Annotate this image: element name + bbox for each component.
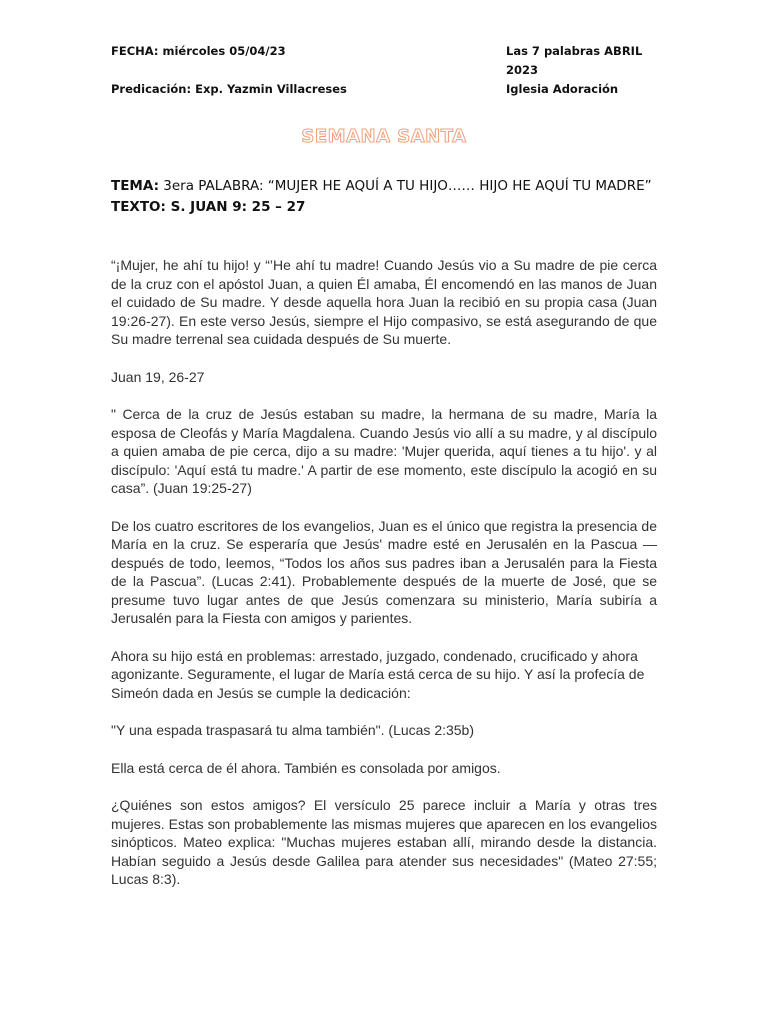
- theme-block: [111, 176, 668, 218]
- preacher-line: Predicación: Exp. Yazmin Villacreses: [111, 82, 347, 96]
- date-line: FECHA: miércoles 05/04/23: [111, 44, 286, 58]
- paragraph: Ella está cerca de él ahora. También es consolada por amigos.: [111, 759, 501, 776]
- paragraph: "Y una espada traspasará tu alma también". (Lucas 2:35b): [111, 722, 475, 738]
- paragraph: Juan 19, 26-27: [111, 368, 205, 385]
- paragraph: “¡Mujer, he ahí tu hijo! y “’He ahí tu madre! Cuando Jesús vio a Su madre de pie cerca de la cruz con el apóstol Juan, a quien Él amaba, Él encomendó en las manos de Juan el cuidado de Su madre. Y desde aquella hora Juan la recibió en su propia casa (Juan 19:26-27). En este verso Jesús, siempre el Hijo compasivo, se está asegurando de que Su madre terrenal sea cuidada después de Su muerte.: [111, 257, 657, 347]
- scripture-reference: TEXTO: S. JUAN 9: 25 – 27: [111, 199, 306, 215]
- document-header: [111, 42, 658, 99]
- theme-label: TEMA:: [111, 178, 159, 194]
- series-line: Las 7 palabras ABRIL 2023: [506, 44, 643, 77]
- document-body: [111, 256, 657, 908]
- paragraph: ¿Quiénes son estos amigos? El versículo 25 parece incluir a María y otras tres mujeres. Estas son probablemente las mismas mujeres que aparecen en los evangelios sinópticos. Mateo explica: "Muchas mujeres estaban allí, mirando desde la distancia. Habían seguido a Jesús desde Galilea para atender sus necesidades" (Mateo 27:55; Lucas 8:3).: [111, 797, 657, 887]
- paragraph: " Cerca de la cruz de Jesús estaban su madre, la hermana de su madre, María la esposa de Cleofás y María Magdalena. Cuando Jesús vio allí a su madre, y al discípulo a quien amaba de pie cerca, dijo a su madre: 'Mujer querida, aquí tienes a tu hijo'. y al discípulo: 'Aquí está tu madre.' A partir de ese momento, este discípulo la acogió en su casa”. (Juan 19:25-27): [111, 406, 657, 496]
- church-line: Iglesia Adoración: [506, 82, 619, 96]
- paragraph: De los cuatro escritores de los evangelios, Juan es el único que registra la presencia de María en la cruz. Se esperaría que Jesús' madre esté en Jerusalén en la Pascua — después de todo, leemos, “Todos los años sus padres iban a Jerusalén para la Fiesta de la Pascua”. (Lucas 2:41). Probablemente después de la muerte de José, que se presume tuvo lugar antes de que Jesús comenzara su ministerio, María subiría a Jerusalén para la Fiesta con amigos y parientes.: [111, 517, 657, 626]
- paragraph: Ahora su hijo está en problemas: arrestado, juzgado, condenado, crucificado y ahora agonizante. Seguramente, el lugar de María está cerca de su hijo. Y así la profecía de Simeón dada en Jesús se cumple la dedicación:: [111, 647, 645, 701]
- theme-text: 3era PALABRA: “MUJER HE AQUÍ A TU HIJO…… HIJO HE AQUÍ TU MADRE”: [163, 178, 652, 194]
- document-title: SEMANA SANTA: [301, 126, 467, 147]
- theme-line: [111, 176, 668, 197]
